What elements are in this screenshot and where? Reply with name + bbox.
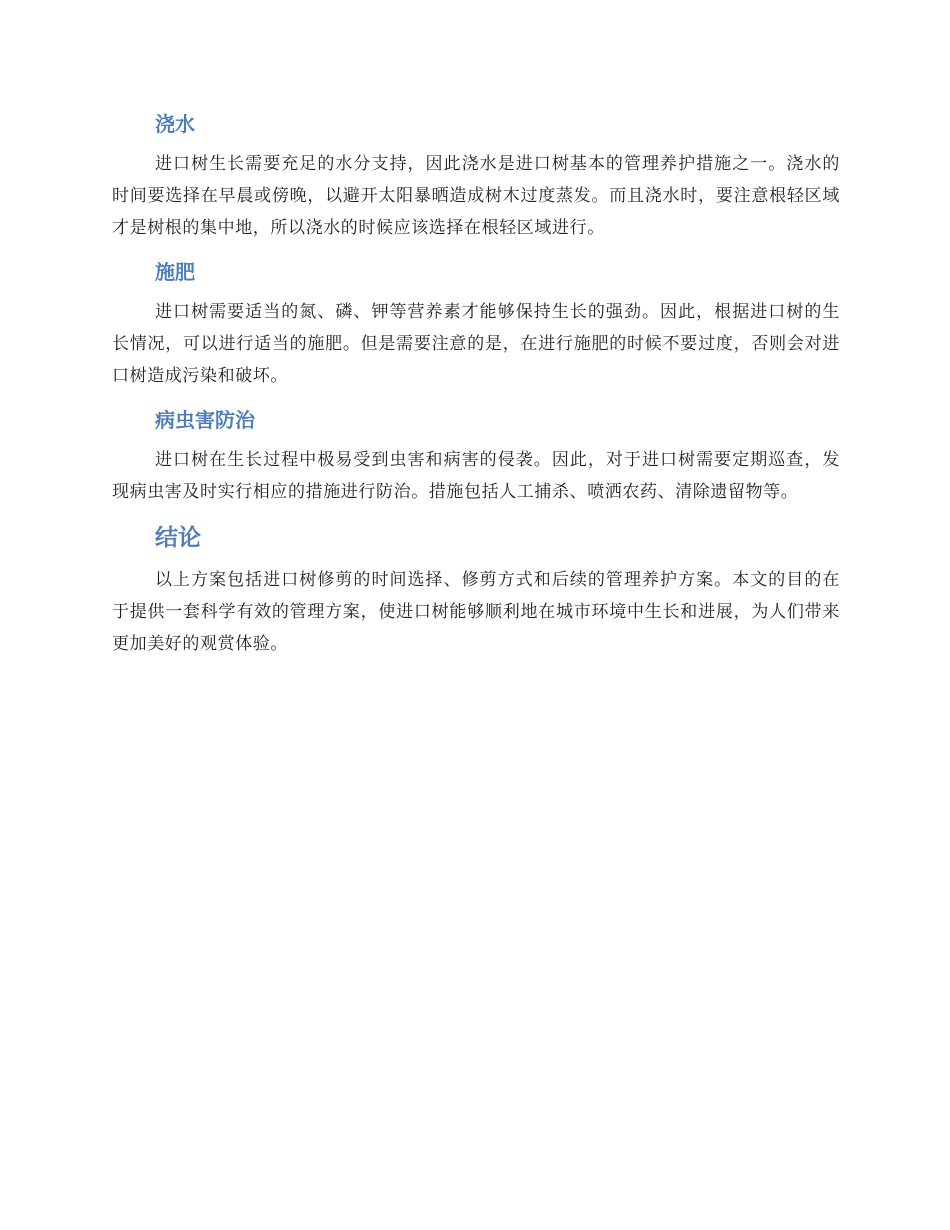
- section-body-conclusion: 以上方案包括进口树修剪的时间选择、修剪方式和后续的管理养护方案。本文的目的在于提供一套科学有效的管理方案，使进口树能够顺利地在城市环境中生长和进展，为人们带来更加美好的观赏体验。: [112, 570, 840, 654]
- document-page: [112, 100, 840, 664]
- section-body-fertilizing: 进口树需要适当的氮、磷、钾等营养素才能够保持生长的强劲。因此，根据进口树的生长情况，可以进行适当的施肥。但是需要注意的是，在进行施肥的时候不要过度，否则会对进口树造成污染和破坏。: [112, 302, 840, 386]
- section-body-pest-control: 进口树在生长过程中极易受到虫害和病害的侵袭。因此，对于进口树需要定期巡查，发现病虫害及时实行相应的措施进行防治。措施包括人工捕杀、喷洒农药、清除遗留物等。: [112, 450, 840, 502]
- section-body-watering: 进口树生长需要充足的水分支持，因此浇水是进口树基本的管理养护措施之一。浇水的时间要选择在早晨或傍晚，以避开太阳暴晒造成树木过度蒸发。而且浇水时，要注意根轻区域才是树根的集中地，所以浇水的时候应该选择在根轻区域进行。: [112, 154, 840, 238]
- section-heading-fertilizing: 施肥: [155, 260, 195, 284]
- section-heading-conclusion: 结论: [155, 525, 201, 551]
- section-heading-pest-control: 病虫害防治: [155, 408, 255, 432]
- section-heading-watering: 浇水: [155, 112, 195, 136]
